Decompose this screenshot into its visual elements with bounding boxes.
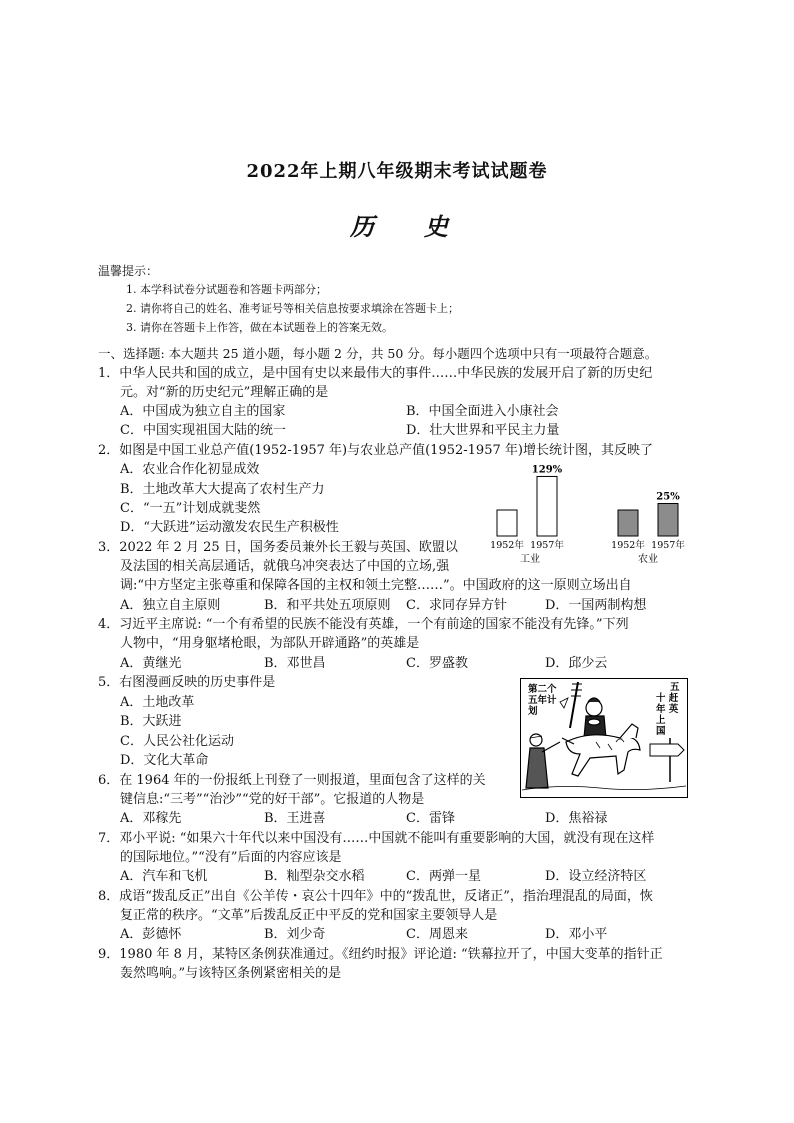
industry-group-label: 工业: [520, 554, 540, 565]
q1-option-a: A．中国成为独立自主的国家: [120, 404, 286, 419]
tips-item-1: 1. 本学科试卷分试题卷和答题卡两部分；: [126, 283, 327, 296]
q5-option-a: A．土地改革: [120, 695, 195, 710]
q2-option-c: C．“一五”计划成就斐然: [120, 501, 261, 516]
q1-option-d: D．壮大世界和平民主力量: [406, 423, 560, 438]
subject-char-2: 史: [424, 212, 448, 241]
q7-option-a: A．汽车和飞机: [120, 869, 208, 884]
q3-option-c: C．求同存异方针: [406, 598, 507, 613]
q7-option-c: C．两弹一星: [406, 869, 481, 884]
exam-title: 2022年上期八年级期末考试试题卷: [246, 161, 548, 182]
q4-stem-line2: 人物中，“用身躯堵枪眼，为部队开辟通路”的英雄是: [120, 636, 420, 651]
tips-heading: 温馨提示：: [98, 264, 159, 278]
q3-option-b: B．和平共处五项原则: [264, 598, 391, 613]
industry-1952-tick: 1952年: [490, 540, 524, 551]
q1-option-b: B．中国全面进入小康社会: [406, 404, 559, 419]
industry-1952-bar: [497, 510, 517, 536]
q3-stem-line1: 3．2022 年 2 月 25 日，国务委员兼外长王毅与英国、欧盟以: [98, 540, 458, 555]
q9-stem-line1: 9．1980 年 8 月，某特区条例获准通过。《纽约时报》评论道: “铁幕拉开了，中国大变革的指针正: [98, 947, 663, 962]
q6-option-a: A．邓稼先: [120, 811, 182, 826]
section-heading: 一、选择题: 本大题共 25 道小题，每小题 2 分，共 50 分。每小题四个选项中只有一项最符合题意。: [98, 346, 658, 361]
q7-option-d: D．设立经济特区: [545, 869, 647, 884]
cartoon-label-left-3: 划: [528, 706, 538, 717]
agriculture-1957-bar: [658, 504, 678, 537]
q4-option-d: D．邱少云: [545, 656, 608, 671]
cartoon-label-right-2: 十 赶: [656, 693, 679, 704]
q3-option-a: A．独立自主原则: [120, 598, 221, 613]
industry-growth-label: 129%: [531, 464, 563, 476]
q6-stem-line1: 6．在 1964 年的一份报纸上刊登了一则报道，里面包含了这样的关: [98, 773, 486, 788]
industry-1957-bar: [537, 476, 557, 536]
q2-option-d: D．“大跃进”运动激发农民生产积极性: [120, 520, 339, 535]
industry-1957-tick: 1957年: [530, 540, 564, 551]
cartoon-label-left-2: 五年计: [528, 695, 557, 706]
q9-stem-line2: 轰然鸣响。”与该特区条例紧密相关的是: [120, 966, 342, 981]
q6-option-d: D．焦裕禄: [545, 811, 608, 826]
q5-option-c: C．人民公社化运动: [120, 734, 234, 749]
q5-option-d: D．文化大革命: [120, 753, 209, 768]
q6-option-c: C．雷锋: [406, 811, 455, 826]
q1-option-c: C．中国实现祖国大陆的统一: [120, 423, 286, 438]
tips-item-2: 2. 请你将自己的姓名、准考证号等相关信息按要求填涂在答题卡上；: [126, 302, 459, 315]
q5-stem: 5．右图漫画反映的历史事件是: [98, 675, 276, 690]
q7-option-b: B．籼型杂交水稻: [264, 869, 365, 884]
q7-stem-line2: 的国际地位。”“没有”后面的内容应该是: [120, 850, 342, 865]
cartoon-label-right-3: 年 英: [656, 704, 679, 715]
agriculture-group-label: 农业: [638, 554, 658, 565]
cartoon-label-left-1: 第二个: [528, 684, 557, 695]
q3-option-d: D．一国两制构想: [545, 598, 647, 613]
q8-stem-line2: 复正常的秩序。“文革”后拨乱反正中平反的党和国家主要领导人是: [120, 908, 498, 923]
cartoon-label-right-1: 五: [670, 682, 680, 693]
cartoon-image: [520, 678, 688, 798]
tips-item-3: 3. 请你在答题卡上作答，做在本试题卷上的答案无效。: [126, 321, 393, 334]
q6-option-b: B．王进喜: [264, 811, 326, 826]
q6-stem-line2: 键信息:“三考”“治沙”“党的好干部”。它报道的人物是: [120, 792, 425, 807]
q2-stem: 2．如图是中国工业总产值(1952-1957 年)与农业总产值(1952-1957 年)增长统计图，其反映了: [98, 443, 653, 458]
q8-stem-line1: 8．成语“拨乱反正”出自《公羊传・哀公十四年》中的“拨乱世，反诸正”，指治理混乱的局面，恢: [98, 889, 653, 904]
q8-option-a: A．彭德怀: [120, 927, 182, 942]
q2-option-a: A．农业合作化初显成效: [120, 462, 260, 477]
agriculture-growth-label: 25%: [656, 491, 680, 503]
agriculture-1957-tick: 1957年: [651, 540, 685, 551]
q4-option-c: C．罗盛教: [406, 656, 468, 671]
cartoon-label-right-5: 国: [656, 726, 666, 737]
agriculture-1952-bar: [618, 510, 638, 536]
subject-char-1: 历: [350, 212, 374, 241]
q5-option-b: B．大跃进: [120, 714, 182, 729]
q1-stem-line2: 元。对“新的历史纪元”理解正确的是: [120, 385, 329, 400]
q4-stem-line1: 4．习近平主席说: “一个有希望的民族不能没有英雄，一个有前途的国家不能没有先锋。”下列: [98, 617, 629, 632]
q2-option-b: B．土地改革大大提高了农村生产力: [120, 482, 325, 497]
q4-option-b: B．邓世昌: [264, 656, 326, 671]
q8-option-d: D．邓小平: [545, 927, 608, 942]
cartoon-label-right-4: 上: [656, 715, 666, 726]
q4-option-a: A．黄继光: [120, 656, 182, 671]
agriculture-1952-tick: 1952年: [611, 540, 645, 551]
q8-option-c: C．周恩来: [406, 927, 468, 942]
q3-stem-line3: 调:“中方坚定主张尊重和保障各国的主权和领土完整……”。中国政府的这一原则立场出自: [120, 578, 632, 593]
q8-option-b: B．刘少奇: [264, 927, 326, 942]
growth-bar-chart: [485, 460, 695, 568]
q7-stem-line1: 7．邓小平说: “如果六十年代以来中国没有……中国就不能叫有重要影响的大国，就没有现在这样: [98, 831, 655, 846]
q3-stem-line2: 及法国的相关高层通话，就俄乌冲突表达了中国的立场,强: [120, 559, 450, 574]
q1-stem-line1: 1．中华人民共和国的成立，是中国有史以来最伟大的事件……中华民族的发展开启了新的历史纪: [98, 366, 653, 381]
